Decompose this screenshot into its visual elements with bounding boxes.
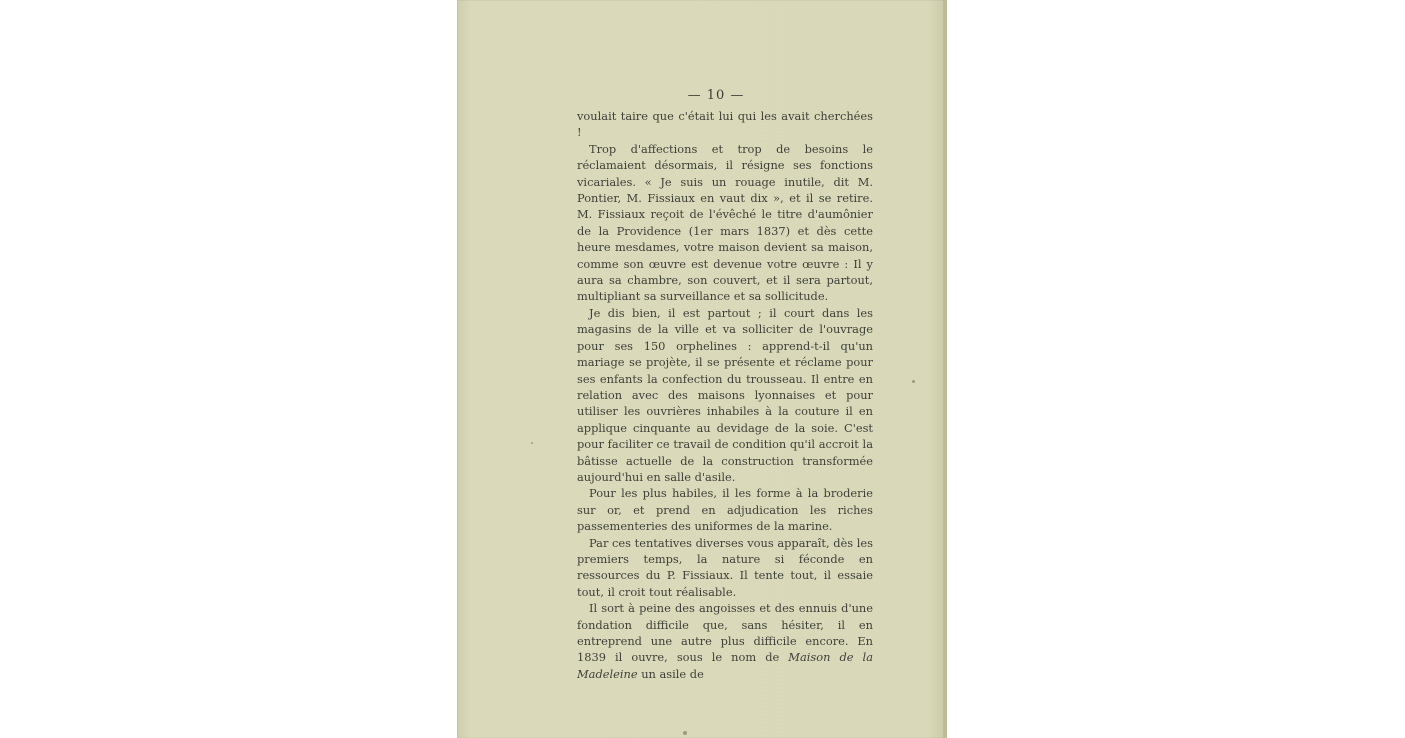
paragraph-5: Par ces tentatives diverses vous apparaît, dès les premiers temps, la nature si féconde en ressources du P. Fissiaux. Il tente tout, il essaie tout, il croit tout réalisable. — [577, 535, 873, 599]
page-number: — 10 — — [687, 88, 745, 103]
paper-speck — [683, 731, 687, 735]
paragraph-4: Pour les plus habiles, il les forme à la broderie sur or, et prend en adjudication les riches passementeries des uniformes de la marine. — [577, 486, 873, 534]
paper-speck — [912, 380, 915, 383]
page-body-text — [577, 108, 873, 682]
page-edge — [943, 0, 947, 738]
paragraph-6-text-after: un asile de — [637, 666, 704, 681]
paper-speck — [531, 442, 533, 444]
paragraph-3: Je dis bien, il est partout ; il court dans les magasins de la ville et va solliciter de l'ouvrage pour ses 150 orphelines : apprend-t-il qu'un mariage se projète, il se présente et réclame pour ses enfants la confection du trousseau. Il entre en relation avec des maisons lyonnaises et pour utiliser les ouvrières inhabiles à la couture il en applique cinquante au devidage de la soie. C'est pour faciliter ce travail de condition qu'il accroit la bâtisse actuelle de la construction transformée aujourd'hui en salle d'asile. — [577, 305, 873, 484]
paragraph-6-text-before: Il sort à peine des angoisses et des ennuis d'une fondation difficile que, sans hésiter, il en entreprend une autre plus difficile encore. En 1839 il ouvre, sous le nom de — [577, 601, 873, 665]
paragraph-6-italic-title: Maison de la Madeleine — [577, 650, 873, 681]
paragraph-6 — [577, 600, 873, 682]
paragraph-2: Trop d'affections et trop de besoins le réclamaient désormais, il résigne ses fonctions vicariales. « Je suis un rouage inutile, dit M. Pontier, M. Fissiaux en vaut dix », et il se retire. M. Fissiaux reçoit de l'évêché le titre d'aumônier de la Providence (1er mars 1837) et dès cette heure mesdames, votre maison devient sa maison, comme son œuvre est devenue votre œuvre : Il y aura sa chambre, son couvert, et il sera partout, multipliant sa surveillance et sa sollicitude. — [577, 141, 873, 304]
paragraph-1: voulait taire que c'était lui qui les avait cherchées ! — [577, 109, 873, 140]
scanned-page — [457, 0, 947, 738]
